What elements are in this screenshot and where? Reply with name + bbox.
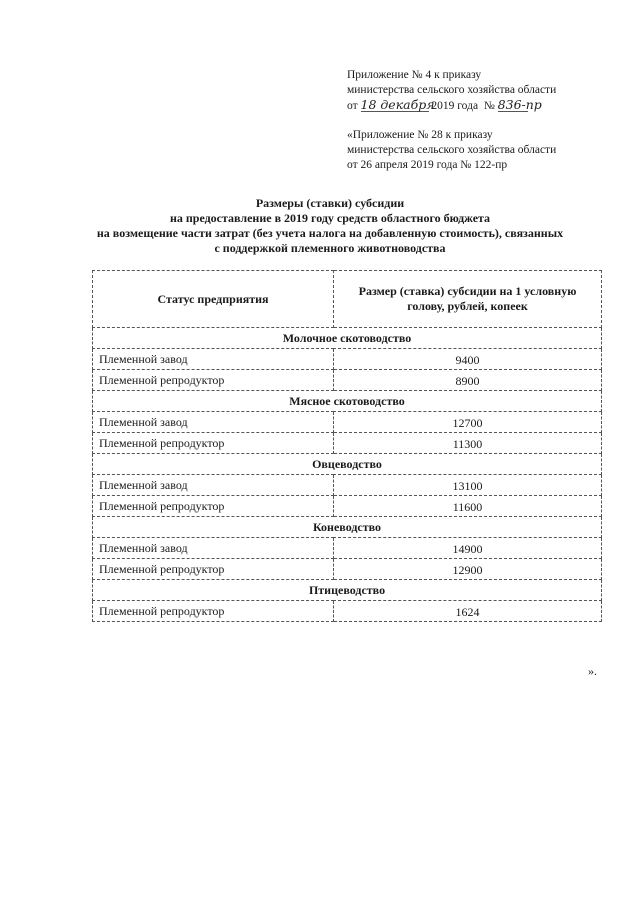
- annex-line: «Приложение № 28 к приказу: [347, 129, 493, 141]
- title-line: на возмещение части затрат (без учета налога на добавленную стоимость), связанных: [96, 226, 564, 240]
- section-row: [93, 391, 602, 412]
- handwritten-number: 836-пр: [497, 97, 542, 112]
- cell-rate: 1624: [334, 601, 602, 622]
- cell-rate: 11300: [334, 433, 602, 454]
- header-rate: Размер (ставка) субсидии на 1 условную голову, рублей, копеек: [334, 271, 602, 328]
- cell-rate: 12700: [334, 412, 602, 433]
- document-title: [60, 196, 600, 256]
- table-row: [93, 559, 602, 580]
- title-line: Размеры (ставки) субсидии: [255, 196, 405, 210]
- cell-status: Племенной репродуктор: [93, 601, 334, 622]
- annex-date-line: [347, 98, 556, 114]
- cell-rate: 11600: [334, 496, 602, 517]
- table-row: [93, 349, 602, 370]
- cell-rate: 13100: [334, 475, 602, 496]
- header-status: Статус предприятия: [93, 271, 334, 328]
- table-row: [93, 475, 602, 496]
- cell-rate: 14900: [334, 538, 602, 559]
- table-row: [93, 601, 602, 622]
- cell-status: Племенной завод: [93, 412, 334, 433]
- title-line: с поддержкой племенного животноводства: [214, 241, 446, 255]
- table-row: [93, 370, 602, 391]
- section-title: Коневодство: [93, 517, 602, 538]
- subsidy-rates-table: [92, 270, 602, 622]
- cell-status: Племенной репродуктор: [93, 370, 334, 391]
- section-row: [93, 580, 602, 601]
- table-row: [93, 496, 602, 517]
- annex-reference-current: [347, 68, 556, 114]
- annex-reference-original: [347, 128, 556, 173]
- cell-rate: 8900: [334, 370, 602, 391]
- closing-mark: ».: [588, 664, 597, 678]
- handwritten-date: 18 декабря: [360, 97, 435, 112]
- annex-line: Приложение № 4 к приказу: [347, 69, 482, 81]
- section-title: Мясное скотоводство: [93, 391, 602, 412]
- cell-status: Племенной завод: [93, 538, 334, 559]
- title-line: на предоставление в 2019 году средств областного бюджета: [169, 211, 491, 225]
- annex-line: министерства сельского хозяйства области: [347, 84, 557, 96]
- section-row: [93, 328, 602, 349]
- table-row: [93, 412, 602, 433]
- cell-status: Племенной репродуктор: [93, 496, 334, 517]
- table-row: [93, 433, 602, 454]
- cell-status: Племенной репродуктор: [93, 559, 334, 580]
- cell-status: Племенной репродуктор: [93, 433, 334, 454]
- cell-status: Племенной завод: [93, 475, 334, 496]
- section-title: Овцеводство: [93, 454, 602, 475]
- section-title: Молочное скотоводство: [93, 328, 602, 349]
- cell-status: Племенной завод: [93, 349, 334, 370]
- section-row: [93, 454, 602, 475]
- table-row: [93, 538, 602, 559]
- date-prefix: от: [347, 100, 358, 112]
- number-prefix: №: [483, 100, 495, 112]
- annex-line: от 26 апреля 2019 года № 122-пр: [347, 159, 508, 171]
- date-year: 2019 года: [431, 100, 479, 112]
- annex-line: министерства сельского хозяйства области: [347, 144, 557, 156]
- cell-rate: 12900: [334, 559, 602, 580]
- table-body: [93, 328, 602, 622]
- section-title: Птицеводство: [93, 580, 602, 601]
- cell-rate: 9400: [334, 349, 602, 370]
- section-row: [93, 517, 602, 538]
